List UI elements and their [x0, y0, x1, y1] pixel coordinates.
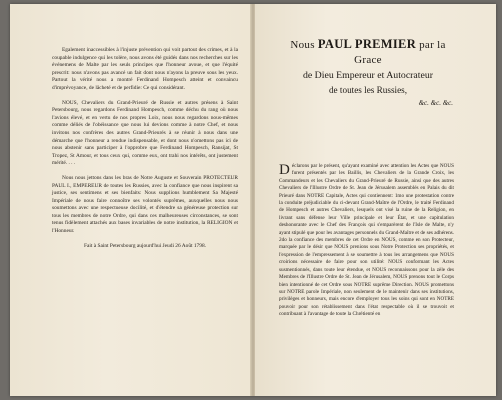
title-etc: &c. &c. &c.	[418, 99, 453, 107]
paragraph-1: Egalement inaccessibles à l'injuste prévention qui voit partout des crimes, et à la coupable indulgence qui les tolère, nous avons été guidés dans nos recherches sur les événemens de Malte par les seuls principes que l'honneur avoue, et que l'équité prescrit: nous n'avons pas avancé un fait dont nous n'ayons la preuve sous les yeux. Partout la vérité nous a montré Ferdinand Hompesch atteint et convaincu d'imprévoyance, de lâcheté et de perfidie: Ce qui considérant.	[52, 47, 238, 91]
proclamation-title	[283, 37, 453, 111]
paragraph-2: NOUS, Chevaliers du Grand-Prieuré de Russie et autres présens à Saint Petersbourg, nous regardons Ferdinand Hompesch, comme déchu du rang où nous l'avions élevé, et en vertu de nos propres Loix, nous nous regardons nous-mêmes comme déliés de l'obéissance que nous lui devions comme à notre Chef, et nous invitons nos confrères des autres Grand-Prieurés à se réunir à nous dans une démarche que l'honneur a rendue indispensable, et dont nous n'omettons pas ici de nous abstenir sans participer à l'opprobre que Ferdinand Hompesch, Ransijat, St Tropez, St Amour, et tous ceux qui, comme eux, ont trahi nos intérêts, ont justement mérité. . . .	[52, 99, 238, 167]
title-suffix: par la Grace	[354, 39, 446, 66]
left-page-text	[52, 47, 238, 257]
date-line: Fait à Saint Petersbourg aujourd'hui Jeudi 26 Août 1798.	[83, 242, 206, 249]
paragraph-3: Nous nous jettons dans les bras de Notre Auguste et Souverain PROTECTEUR PAUL I., EMPEREUR de toutes les Russies, avec la confiance que nous inspirent sa justice, ses sentimens et ses bienfaits: Nous supplions humblement Sa Majesté Impériale de nous faire connoître ses volontés suprêmes, auxquelles nous nous soumettons avec une respectueuse docilité, et d'étendre sa généreuse protection sur tous les membres de notre Ordre, qui dans ces malheureuses circonstances, se sont tenus fidèlement attachés aux bases invariables de notre institution, la RELIGION et l'Honneur.	[52, 174, 238, 235]
body-text: éclarons par le présent, qu'ayant examiné avec attention les Actes que NOUS furent présentés par les Baillis, les Chevaliers de la Grande Croix, les Commandeurs et les Chevaliers du Grand-Prieuré de Russie, ainsi que des autres Chevaliers de l'Illustre Ordre de St. Jean de Jérusalem assemblés en Palais du dit Prieuré dans NOTRE Capitale, Actes qui contiennent: 1mo une protestation contre la conduite préjudiciable du ci-devant Grand-Maître de l'Ordre, le traité Ferdinand de Hompesch et autres Chevaliers, lesquels ont visé la ruine de la Religion, en livrant sans défense leur Ville principale et leur État, et une capitulation deshonorante avec le Chef des François qui s'emparèrent de l'Isle de Malte, n'y ayant stipulé que pour les avantages personnels du Grand-Maître et de ses adhérens. 2do la confiance des membres de cet Ordre en NOUS, comme en son Protecteur, marquée par le désir que NOUS prenions sous Notre Protection ses propriétés, et l'expression de l'empressement à se soumettre à tous les arrangemens que NOUS croirions nécessaire de faire pour son utilité: NOUS conformant les Actes susmentionnés, dans toute leur étendue, et NOUS reconnaissons pour la zèle des Membres de l'Illustre Ordre de St. Jean de Jérusalem, NOUS prenons tout le Corps bien intentionné de cet Ordre sous NOTRE suprême Direction. NOUS promettons sur NOTRE parole Impériale, non seulement de le maintenir dans ses institutions, privilèges et honneurs, mais encore d'employer tous les soins qui sont en NOTRE pouvoir pour son rétablissement dans l'état respectable où il se trouvoit et contribuant à l'avantage de toute la Chrétienté en	[279, 163, 454, 318]
title-line-3: de toutes les Russies,	[328, 85, 408, 95]
title-line-1	[283, 37, 453, 68]
emperor-name: PAUL PREMIER	[317, 37, 417, 51]
drop-cap: D	[279, 163, 290, 178]
proclamation-body	[279, 163, 454, 385]
title-prefix: Nous	[290, 39, 315, 51]
title-line-2: de Dieu Empereur et Autocrateur	[302, 70, 434, 81]
left-page	[10, 4, 251, 396]
